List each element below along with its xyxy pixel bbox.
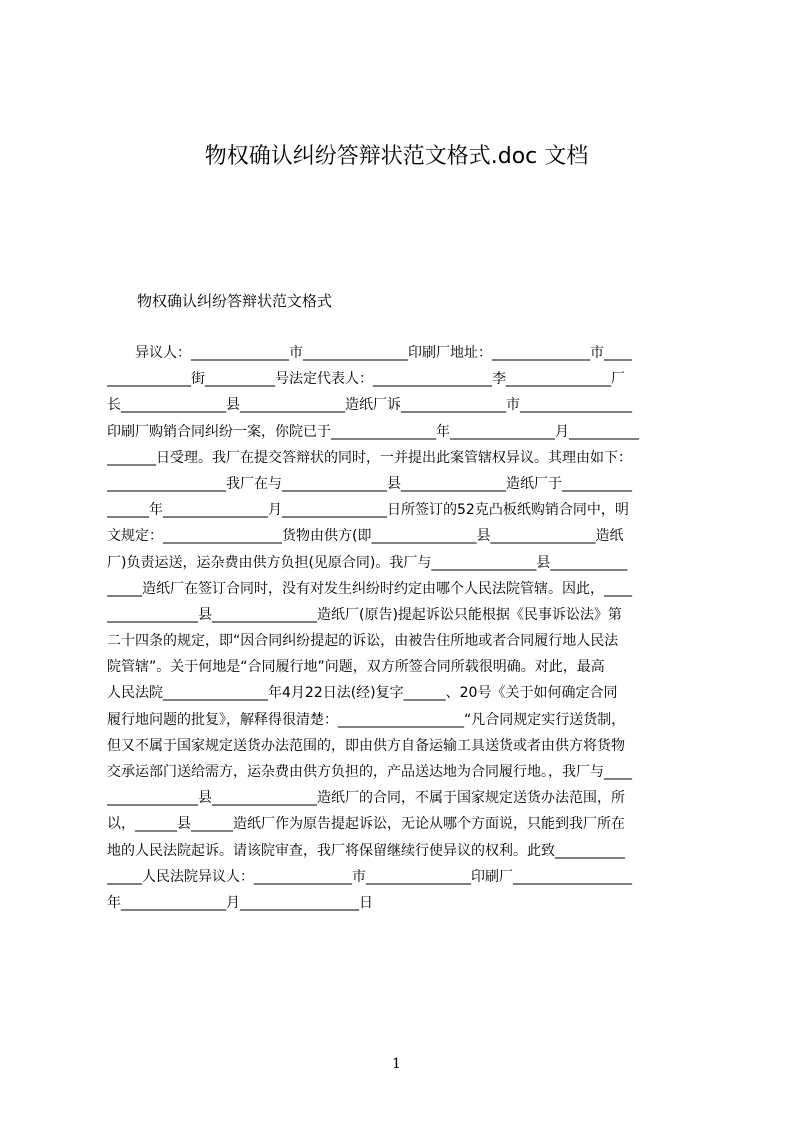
- body-line: ______年_______________月_______________日所签订的52克凸板纸购销合同中，明: [107, 502, 629, 519]
- body-line: _____________县_______________造纸厂(原告)提起诉讼只能根据《民事诉讼法》第: [107, 606, 622, 623]
- body-line: 长_______________县_______________造纸厂诉_______________市________________: [107, 397, 632, 414]
- document-title: 物权确认纠纷答辩状范文格式.doc 文档: [204, 144, 589, 169]
- body-line: 院管辖”。关于何地是“合同履行地”问题，双方所签合同所载很明确。对此，最高: [107, 659, 605, 676]
- body-line: 履行地问题的批复》，解释得很清楚：__________________“凡合同规定实行送货制，: [107, 711, 626, 728]
- body-line: _____人民法院异议人：______________市_______________印刷厂_________________: [107, 868, 632, 885]
- body-line: 人民法院_______________年4月22日法(经)复字______、20号《关于如何确定合同: [107, 685, 618, 702]
- body-line: ____________街__________号法定代表人：_________________李_______________厂: [107, 371, 625, 388]
- body-line: 印刷厂购销合同纠纷一案，你院已于_______________年_______________月__________: [107, 423, 639, 440]
- document-subtitle: 物权确认纠纷答辩状范文格式: [137, 292, 333, 310]
- body-line: 文规定：_________________货物由供方(即_______________县_______________造纸: [107, 528, 624, 545]
- body-line: 但又不属于国家规定送货办法范围的，即由供方自备运输工具送货或者由供方将货物: [107, 737, 625, 754]
- body-line: _____________县_______________造纸厂的合同，不属于国家规定送货办法范围，所: [107, 790, 625, 807]
- body-line: _____造纸厂在签订合同时，没有对发生纠纷时约定由哪个人民法院管辖。因此，____: [107, 580, 632, 597]
- body-line: _______日受理。我厂在提交答辩状的同时，一并提出此案管辖权异议。其理由如下：: [107, 449, 632, 466]
- body-line: 地的人民法院起诉。请该院审查，我厂将保留继续行使异议的权利。此致__________: [107, 842, 625, 859]
- body-line: 交承运部门送给需方，运杂费由供方负担的，产品送达地为合同履行地。，我厂与____: [107, 764, 632, 780]
- body-line: 年_______________月_________________日: [107, 894, 373, 911]
- document-body: [107, 340, 697, 930]
- body-line: _________________我厂在与_______________县_______________造纸厂于__________: [107, 475, 632, 492]
- body-line: 厂)负责运送，运杂费由供方负担(见原合同)。我厂与_______________县___________: [107, 554, 628, 571]
- body-line: 异议人：______________市_______________印刷厂地址：______________市____: [107, 345, 632, 361]
- body-line: 二十四条的规定，即“因合同纠纷提起的诉讼，由被告住所地或者合同履行地人民法: [107, 633, 619, 650]
- page-number: 1: [392, 1056, 401, 1072]
- body-line: 以，______县______造纸厂作为原告提起诉讼，无论从哪个方面说，只能到我厂所在: [107, 816, 625, 833]
